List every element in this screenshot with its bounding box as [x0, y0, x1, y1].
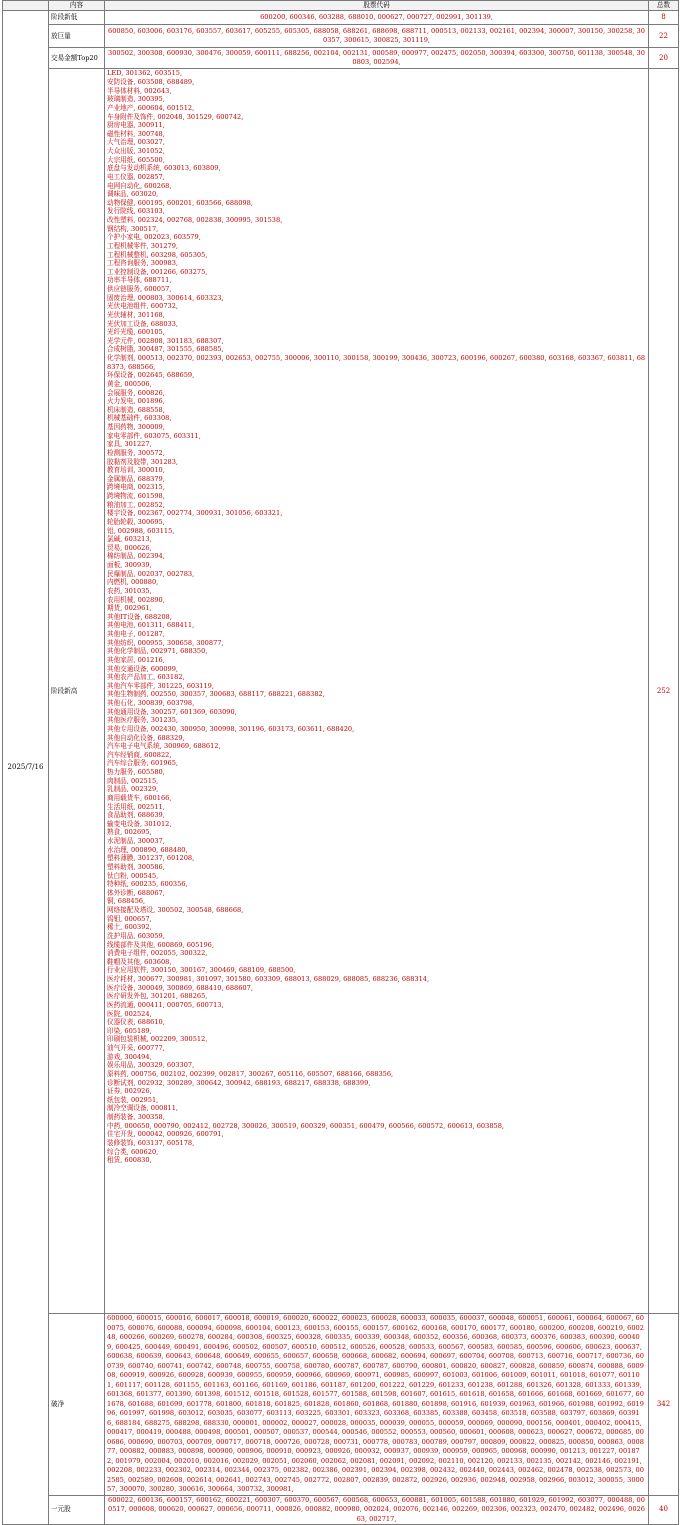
industry-item: 其他交通设备, 600099,: [107, 664, 179, 673]
industry-item: 纸包装, 002951,: [107, 1095, 159, 1104]
industry-item: 消费电子组件, 002055, 300322,: [107, 949, 208, 958]
industry-item: 光学元件, 002808, 301183, 688307,: [107, 336, 224, 345]
industry-item: 安防设备, 603508, 688489,: [107, 78, 195, 87]
industry-item: 电网自动化, 600268,: [107, 181, 172, 190]
industry-item: 功率半导体, 688711,: [107, 276, 172, 285]
industry-item: 化学制剂, 000513, 002370, 002393, 002653, 002755, 300006, 300110, 300158, 300199, 300436, 300723, 600196, 600267, 600380, 603168, 603367, 603811, 688373, 688566,: [107, 354, 646, 371]
industry-item: 装修装饰, 603137, 605178,: [107, 1138, 195, 1147]
industry-item: 汽车经销商, 600822,: [107, 750, 172, 759]
industry-item: 生活用纸, 002511,: [107, 802, 165, 811]
industry-item: 医疗设备, 300049, 300869, 688410, 688607,: [107, 983, 253, 992]
industry-item: 黄金, 000506,: [107, 379, 152, 388]
industry-item: 期货, 002961,: [107, 604, 152, 613]
industry-item: 鞋帽及其他, 603608,: [107, 957, 172, 966]
industry-item: 光纤光缆, 600105,: [107, 328, 165, 337]
row-label: 交易金额Top20: [49, 48, 105, 69]
industry-item: 玻璃制造, 300395,: [107, 95, 165, 104]
industry-item: 大气治理, 003027,: [107, 138, 165, 147]
industry-item: 动物保健, 600195, 600201, 603566, 688098,: [107, 198, 253, 207]
industry-item: 钢结构, 300517,: [107, 224, 159, 233]
industry-item: 车身附件及饰件, 002048, 301529, 600742,: [107, 112, 244, 121]
row-label: 阶段新高: [49, 69, 105, 1314]
industry-item: 水治理, 000890, 688480,: [107, 845, 188, 854]
industry-item: 固废治理, 000803, 300614, 603323,: [107, 293, 224, 302]
industry-item: 家电零部件, 603075, 603311,: [107, 431, 201, 440]
row-label: 阶段新低: [49, 11, 105, 25]
row-total: 8: [649, 11, 679, 25]
industry-item: 医疗研发外包, 301201, 688265,: [107, 992, 208, 1001]
row-codes: 600000, 600015, 600016, 600017, 600018, 600019, 600020, 600022, 600023, 600028, 600033, 600035, 600037, 600048, 600051, 600061, 600064, 600067, 600075, 600076, 600088, 600094, 600098, 600104, 600123, 600153, 600155, 600157, 600162, 600168, 600170, 600177, 600180, 600200, 600208, 600219, 600248, 600266, 600269, 600278, 600284, 600308, 600325, 600328, 600335, 600339, 600348, 600352, 600356, 600368, 600373, 600376, 600383, 600390, 600409, 600425, 600449, 600491, 600496, 600502, 600507, 600510, 600512, 600526, 600528, 600533, 600567, 600583, 600585, 600596, 600606, 600623, 600637, 600638, 600639, 600643, 600648, 600649, 600655, 600657, 600658, 600668, 600682, 600694, 600697, 600704, 600708, 600713, 600716, 600717, 600736, 600739, 600740, 600741, 600742, 600748, 600755, 600758, 600780, 600787, 600787, 600790, 600801, 600820, 600827, 600828, 600859, 600874, 600888, 600908, 600919, 600926, 600928, 600939, 600955, 600959, 600966, 600969, 600971, 600985, 600997, 601003, 601006, 601009, 601011, 601018, 601077, 601101, 601117, 601128, 601155, 601163, 601166, 601169, 601186, 601187, 601200, 601222, 601229, 601233, 601238, 601288, 601326, 601328, 601333, 601339, 601368, 601377, 601390, 601398, 601512, 601518, 601528, 601577, 601588, 601598, 601607, 601615, 601618, 601658, 601666, 601668, 601669, 601677, 601678, 601688, 601699, 601778, 601800, 601818, 601825, 601828, 601860, 601868, 601880, 601898, 601916, 601939, 601963, 601966, 601988, 601992, 601996, 601997, 601998, 603012, 603035, 603077, 603113, 603225, 603301, 603323, 603368, 603385, 603388, 603458, 603518, 603588, 603797, 603869, 603916, 688184, 688275, 688298, 688330, 000001, 000002, 000027, 000028, 000035, 000039, 000055, 000059, 000069, 000090, 000156, 000401, 000402, 000415, 000417, 000419, 000488, 000498, 000501, 000507, 000537, 000544, 000546, 000552, 000553, 000560, 000601, 000608, 000623, 000627, 000672, 000685, 000686, 000690, 000703, 000709, 000717, 000718, 000726, 000728, 000731, 000778, 000783, 000789, 000797, 000809, 000822, 000825, 000850, 000863, 000877, 000882, 000883, 000898, 000900, 000906, 000910, 000923, 000926, 000932, 000937, 000939, 000959, 000965, 000968, 000990, 001213, 001227, 001872, 001979, 002004, 002010, 002016, 002029, 002051, 002060, 002062, 002081, 002091, 002092, 002110, 002120, 002133, 002135, 002142, 002146, 002191, 002208, 002233, 002302, 002314, 002344, 002375, 002382, 002386, 002391, 002394, 002398, 002432, 002440, 002443, 002462, 002478, 002538, 002573, 002585, 002589, 002608, 002614, 002641, 002743, 002745, 002772, 002807, 002839, 002872, 002926, 002936, 002948, 002958, 002966, 003012, 300055, 300057, 300070, 300280, 300616, 300664, 300732, 300981,: [105, 1314, 649, 1496]
industry-item: 特种纸, 600235, 600356,: [107, 880, 188, 889]
header-blank: [3, 1, 49, 11]
industry-item: 教育培训, 300010,: [107, 466, 165, 475]
industry-item: 火力发电, 001896,: [107, 397, 165, 406]
industry-item: 机床制造, 688558,: [107, 405, 165, 414]
row-total: 342: [649, 1314, 679, 1496]
industry-item: 半导体材料, 002643,: [107, 86, 172, 95]
industry-item: 民爆制品, 002037, 002783,: [107, 569, 195, 578]
industry-item: 贸易, 000626,: [107, 543, 152, 552]
industry-item: 中药, 000650, 000790, 002412, 002728, 300026, 300519, 600329, 600351, 600479, 600566, 600572, 600613, 603858,: [107, 1121, 504, 1130]
industry-item: 塑料助剂, 300586,: [107, 862, 165, 871]
industry-item: 内燃机, 000880,: [107, 578, 159, 587]
industry-item: 农药, 301035,: [107, 586, 152, 595]
industry-item: 其他家居, 001216,: [107, 655, 165, 664]
row-codes: 600200, 600346, 603288, 688010, 000627, 000727, 002991, 301139,: [105, 11, 649, 25]
industry-item: 印染, 605189,: [107, 1026, 152, 1035]
row-total: 252: [649, 69, 679, 1314]
industry-item: 胶黏剂及胶带, 301283,: [107, 457, 179, 466]
row-codes: 600022, 600136, 600157, 600162, 600221, 600307, 600370, 600567, 600568, 600653, 600881, 601005, 601588, 601880, 601929, 601992, 603077, 000488, 000517, 000608, 000620, 000627, 000656, 000711, 000826, 000882, 000980, 002024, 002076, 002146, 002269, 002306, 002323, 002470, 002482, 002496, 002663, 002717,: [105, 1495, 649, 1525]
industry-item: 其他农产品加工, 603182,: [107, 673, 185, 682]
industry-item: 氯碱, 603213,: [107, 535, 152, 544]
industry-item: LED, 301362, 603515,: [107, 69, 183, 78]
row-total: 40: [649, 1495, 679, 1525]
industry-item: 其他自动化设备, 688329,: [107, 733, 185, 742]
industry-item: 厨房电器, 300911,: [107, 121, 165, 130]
industry-item: 工业控制设备, 001266, 603275,: [107, 267, 208, 276]
industry-item: 诊断试剂, 002932, 300289, 300642, 300942, 688193, 688217, 688338, 688399,: [107, 1078, 371, 1087]
industry-item: 机械基础件, 603308,: [107, 414, 172, 423]
industry-item: 供应链服务, 600057,: [107, 285, 172, 294]
industry-item: 其他电子, 001287,: [107, 630, 165, 639]
industry-item: 原料药, 000756, 002102, 002399, 002817, 300267, 605116, 605507, 688166, 688356,: [107, 1069, 394, 1078]
industry-item: 光伏辅材, 301168,: [107, 310, 165, 319]
industry-item: 工程机械整机, 603298, 605305,: [107, 250, 208, 259]
industry-list: [105, 69, 649, 1314]
industry-item: 乳制品, 002329,: [107, 785, 159, 794]
industry-item: 医药流通, 000411, 000705, 600713,: [107, 1000, 224, 1009]
industry-item: 汽车电子电气系统, 300969, 688612,: [107, 742, 221, 751]
stock-screening-table: [2, 0, 679, 1525]
industry-item: 轮胎轮毂, 300695,: [107, 517, 165, 526]
industry-item: 楼宇设备, 002367, 002774, 300931, 301056, 603321,: [107, 509, 283, 518]
row-total: 22: [649, 25, 679, 48]
industry-item: 热力服务, 605580,: [107, 768, 165, 777]
industry-item: 基因药物, 300009,: [107, 423, 165, 432]
industry-item: 证券, 002926,: [107, 1087, 152, 1096]
industry-item: 网络接配及塔设, 300502, 300548, 688668,: [107, 906, 244, 915]
industry-item: 输变电设备, 301012,: [107, 819, 172, 828]
industry-item: 环保设备, 002645, 688659,: [107, 371, 195, 380]
industry-item: 肉制品, 002515,: [107, 776, 159, 785]
industry-item: 游戏, 300494,: [107, 1052, 152, 1061]
industry-item: 医院, 002524,: [107, 1009, 152, 1018]
row-codes: 300502, 300308, 600930, 300476, 300059, 600111, 688256, 002104, 002131, 000589, 000977, 002475, 002050, 300394, 603300, 300750, 601138, 300548, 300803, 002594,: [105, 48, 649, 69]
industry-item: 会展服务, 600826,: [107, 388, 165, 397]
industry-item: 产业地产, 600604, 601512,: [107, 103, 195, 112]
industry-item: 调味品, 603020,: [107, 190, 159, 199]
industry-item: 其他电池, 601311, 688411,: [107, 621, 195, 630]
industry-item: 油气开采, 600777,: [107, 1044, 165, 1053]
industry-item: 铜, 688456,: [107, 897, 146, 906]
industry-item: 大宗用纸, 605500,: [107, 155, 165, 164]
header-total: 总数: [649, 1, 679, 11]
industry-item: 其他通用设备, 300257, 601369, 603090,: [107, 707, 237, 716]
industry-item: 其他IT设备, 688208,: [107, 612, 172, 621]
industry-item: 检测服务, 300572,: [107, 448, 165, 457]
industry-item: 棉纺制品, 002394,: [107, 552, 165, 561]
row-codes: 600850, 603006, 603176, 603557, 603617, 605255, 605305, 688058, 688261, 688698, 688711, 000513, 002133, 002161, 002394, 300007, 300150, 300258, 300357, 300615, 300825, 301119,: [105, 25, 649, 48]
industry-item: 改性塑料, 002324, 002768, 002838, 300995, 301538,: [107, 216, 283, 225]
industry-item: 商用载货车, 600166,: [107, 793, 172, 802]
industry-item: 其他专用设备, 002430, 300950, 300998, 301196, 603173, 603611, 688420,: [107, 724, 355, 733]
industry-item: 其他生物制药, 002550, 300357, 300683, 688117, 688221, 688382,: [107, 690, 325, 699]
industry-item: 其他汽车零部件, 301225, 603119,: [107, 681, 214, 690]
industry-item: 租赁, 600830,: [107, 1156, 152, 1165]
industry-item: 家具, 301227,: [107, 440, 152, 449]
header-content: 内容: [49, 1, 105, 11]
industry-item: 金属制品, 688379,: [107, 474, 165, 483]
industry-item: 洗护用品, 603059,: [107, 931, 165, 940]
row-label: 一元股: [49, 1495, 105, 1525]
industry-item: 个护小家电, 002023, 603579,: [107, 233, 201, 242]
industry-item: 医疗耗材, 300677, 300981, 301097, 301580, 603309, 688013, 688029, 688085, 688236, 688314,: [107, 975, 430, 984]
industry-item: 农用机械, 002890,: [107, 595, 165, 604]
industry-item: 跨境物流, 601598,: [107, 492, 165, 501]
industry-item: 钛白粉, 000545,: [107, 871, 159, 880]
industry-item: 塑料薄膜, 301237, 601208,: [107, 854, 195, 863]
industry-item: 印刷包装机械, 002209, 300512,: [107, 1035, 208, 1044]
industry-item: 行业应用软件, 300150, 300167, 300469, 688109, 688500,: [107, 966, 296, 975]
industry-item: 熟食, 002695,: [107, 828, 152, 837]
industry-item: 磁性材料, 300748,: [107, 129, 165, 138]
row-big-volume: [3, 25, 679, 48]
industry-item: 制冷空调设备, 000811,: [107, 1104, 179, 1113]
industry-item: 制药装备, 300358,: [107, 1113, 165, 1122]
industry-item: 其他纺织, 000955, 300658, 300877,: [107, 638, 224, 647]
industry-item: 综合类, 600620,: [107, 1147, 159, 1156]
industry-item: 大众出版, 301052,: [107, 147, 165, 156]
industry-item: 水泥制品, 300037,: [107, 837, 165, 846]
industry-item: 底盘与发动机系统, 603013, 603809,: [107, 164, 221, 173]
row-below-net: [3, 1314, 679, 1496]
industry-item: 其他医疗服务, 301235,: [107, 716, 179, 725]
row-new-high: [3, 69, 679, 1314]
industry-item: 跨境电商, 002315,: [107, 483, 165, 492]
industry-item: 光伏电池组件, 600732,: [107, 302, 179, 311]
header-codes: 股票代码: [105, 1, 649, 11]
industry-item: 食品助剂, 688639,: [107, 811, 165, 820]
industry-item: 其他石化, 300839, 603798,: [107, 699, 195, 708]
header-row: [3, 1, 679, 11]
industry-item: 汽车综合服务, 601965,: [107, 759, 179, 768]
date-cell: 2025/7/16: [3, 11, 49, 1525]
industry-item: 铝, 002988, 603115,: [107, 526, 175, 535]
industry-item: 稀土, 600392,: [107, 923, 152, 932]
industry-item: 电工仪器, 002857,: [107, 172, 165, 181]
industry-item: 仪器仪表, 688610,: [107, 1018, 165, 1027]
row-top20: [3, 48, 679, 69]
industry-item: 住宅开发, 000042, 000926, 600791,: [107, 1130, 224, 1139]
industry-item: 面板, 300939,: [107, 561, 152, 570]
industry-item: 光伏加工设备, 688033,: [107, 319, 179, 328]
row-total: 20: [649, 48, 679, 69]
row-one-yuan: [3, 1495, 679, 1525]
row-label: 放巨量: [49, 25, 105, 48]
industry-item: 其他化学制品, 002971, 688350,: [107, 647, 208, 656]
industry-item: 钨钼, 000657,: [107, 914, 152, 923]
industry-item: 工程机械零件, 301279,: [107, 241, 179, 250]
row-new-low: [3, 11, 679, 25]
industry-item: 线缆部件及其他, 600869, 605196,: [107, 940, 214, 949]
row-label: 破净: [49, 1314, 105, 1496]
industry-item: 发行院线, 603103,: [107, 207, 165, 216]
industry-item: 娱乐用品, 300329, 603307,: [107, 1061, 195, 1070]
industry-item: 工程咨询服务, 300983,: [107, 259, 179, 268]
industry-item: 粮油加工, 002852,: [107, 500, 165, 509]
industry-item: 合成树脂, 300487, 301555, 688585,: [107, 345, 224, 354]
industry-item: 体外诊断, 688067,: [107, 888, 165, 897]
